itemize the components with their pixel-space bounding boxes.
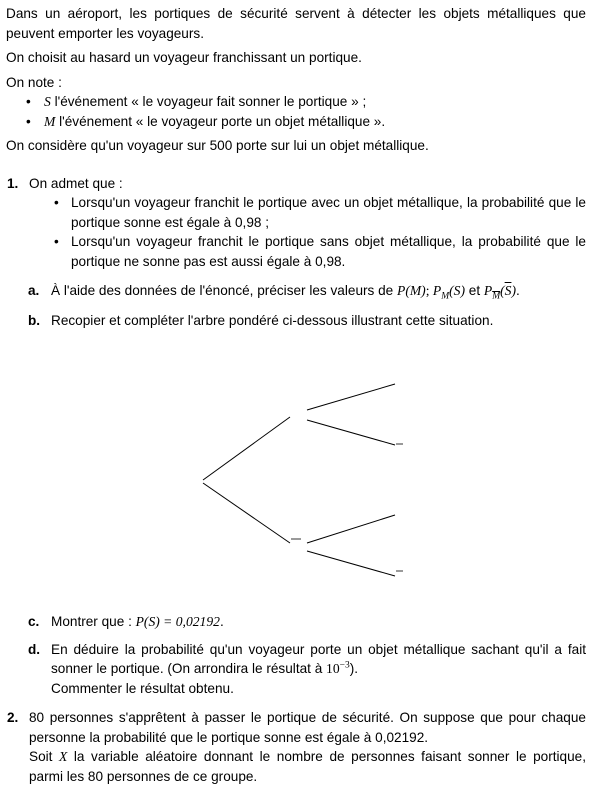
event-text: l'événement « le voyageur porte un objet métallique ». — [55, 113, 386, 129]
math-pm-s — [432, 283, 465, 302]
event-symbol: M — [44, 113, 56, 129]
math-exp: −3 — [339, 660, 350, 671]
part-label: c. — [28, 614, 40, 629]
note-label: On note : — [6, 74, 62, 90]
part-label: d. — [28, 641, 41, 657]
math-p-m: P(M) — [397, 283, 426, 298]
exercise-page — [6, 4, 586, 330]
text-part: Soit — [29, 749, 59, 764]
math-paren: ) — [511, 283, 516, 298]
part-a-text: À l'aide des données de l'énoncé, préciser les valeurs de — [51, 283, 398, 298]
part-d — [6, 640, 586, 699]
lower-section — [6, 612, 586, 786]
branch-root-m — [203, 417, 290, 480]
part-c-text: Montrer que : — [51, 614, 136, 629]
part-label: b. — [28, 312, 41, 328]
question-2 — [6, 708, 586, 786]
bullet-icon: • — [26, 94, 31, 109]
part-d-close: ). — [349, 661, 359, 676]
math-pmbar-sbar — [483, 283, 516, 302]
intro-paragraph: Dans un aéroport, les portiques de sécurité servent à détecter les objets métalliques que peuvent emporter les voyageurs. — [6, 6, 586, 41]
probability-tree — [195, 375, 415, 590]
math-arg: (S) — [449, 283, 465, 298]
event-item-s — [6, 92, 586, 112]
part-b-text: Recopier et compléter l'arbre pondéré ci-dessous illustrant cette situation. — [51, 312, 494, 328]
part-d-text: En déduire la probabilité qu'un voyageur porte un objet métallique sachant qu'il a fait sonner le portique. (On arrondira le résultat à — [51, 641, 586, 676]
math-ps: P(S) = 0,02192 — [135, 614, 220, 629]
part-a — [6, 281, 586, 301]
assumption-item — [6, 232, 586, 271]
and-text: et — [464, 283, 484, 298]
branch-mbar-s — [307, 515, 395, 543]
assumption-text: Lorsqu'un voyageur franchit le portique avec un objet métallique, la probabilité que le portique sonne est égale à 0,98 ; — [71, 195, 586, 230]
math-paren: ( — [500, 283, 505, 298]
branch-mbar-sbar — [307, 551, 395, 576]
question-number: 2. — [7, 710, 19, 725]
question-2-variable — [29, 747, 586, 786]
question-1-lead: On admet que : — [29, 175, 123, 191]
math-sub: M — [441, 291, 450, 302]
bullet-icon: • — [26, 113, 31, 129]
question-2-text: 80 personnes s'apprêtent à passer le portique de sécurité. On suppose que pour chaque personne la probabilité que le portique sonne est égale à 0,02192. — [29, 710, 586, 745]
bullet-icon: • — [54, 195, 59, 210]
event-symbol: S — [44, 94, 51, 109]
math-base: 10 — [326, 661, 340, 676]
branch-m-s — [307, 384, 395, 410]
branch-root-mbar — [203, 483, 290, 543]
assumption-list — [6, 193, 586, 271]
intro-choice: On choisit au hasard un voyageur franchissant un portique. — [6, 50, 362, 65]
text-part: la variable aléatoire donnant le nombre de personnes faisant sonner le portique, parmi les 80 personnes de ce groupe. — [29, 749, 586, 784]
end-punct: . — [515, 283, 520, 298]
part-c — [6, 612, 586, 632]
end-punct: . — [219, 614, 224, 629]
math-arg: $\overline{S}$ — [504, 283, 512, 298]
bullet-icon: • — [54, 234, 59, 249]
assumption-item — [6, 193, 586, 232]
event-text: l'événement « le voyageur fait sonner le portique » ; — [50, 94, 367, 109]
math-sub: M — [492, 291, 501, 302]
question-number: 1. — [7, 175, 19, 191]
math-base: P — [483, 283, 493, 298]
part-b — [6, 311, 586, 331]
intro-ratio: On considère qu'un voyageur sur 500 porte sur lui un objet métallique. — [6, 138, 429, 153]
math-base: P — [432, 283, 442, 298]
event-item-m — [6, 112, 586, 132]
math-separator: ; — [425, 283, 433, 298]
part-d-comment: Commenter le résultat obtenu. — [51, 680, 234, 696]
tree-svg — [195, 375, 415, 590]
question-1 — [6, 174, 586, 194]
assumption-text: Lorsqu'un voyageur franchit le portique sans objet métallique, la probabilité que le portique ne sonne pas est aussi égale à 0,98. — [71, 234, 586, 269]
math-power — [326, 661, 350, 676]
event-list — [6, 92, 586, 131]
part-label: a. — [28, 283, 40, 298]
math-var: X — [59, 749, 68, 764]
branch-m-sbar — [307, 420, 395, 445]
